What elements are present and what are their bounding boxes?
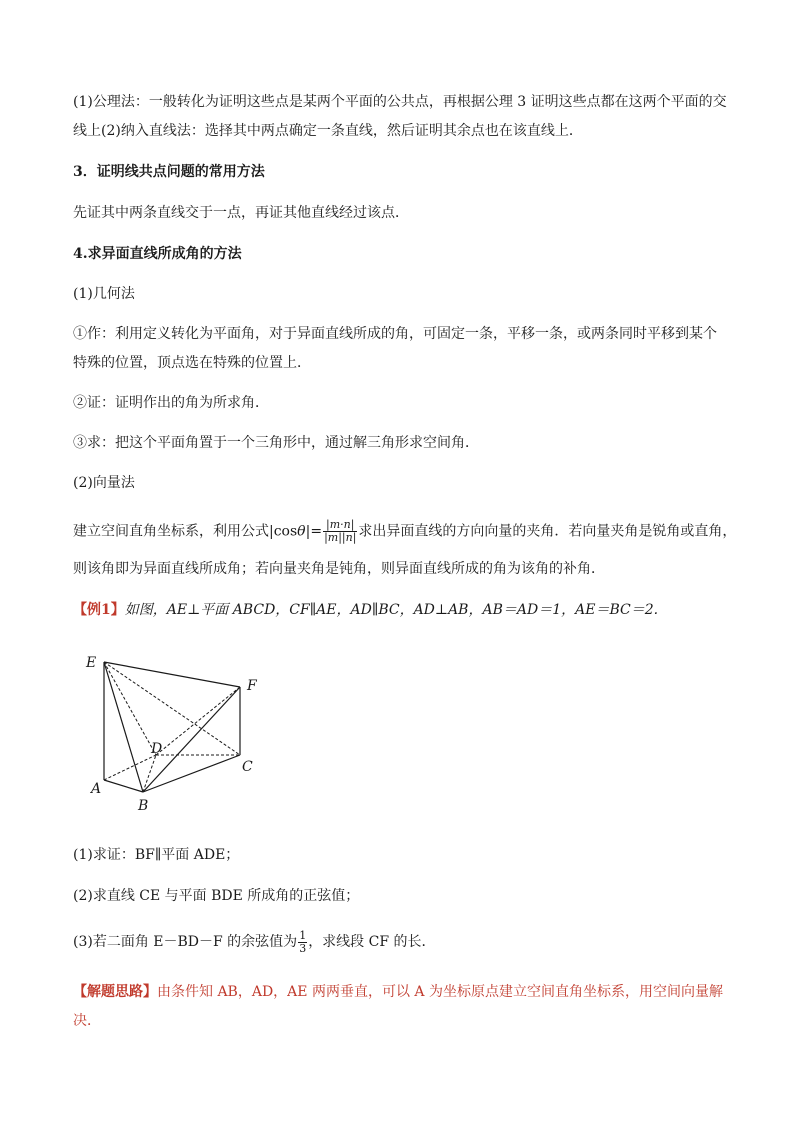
- example-statement: [73, 600, 658, 620]
- question-3: [73, 928, 436, 956]
- section3-body: 先证其中两条直线交于一点，再证其他直线经过该点．: [73, 205, 409, 221]
- vector-line2: 则该角即为异面直线所成角；若向量夹角是钝角，则异面直线所成的角为该角的补角．: [73, 561, 605, 577]
- section3-heading: 3．证明线共点问题的常用方法: [73, 164, 265, 180]
- vector-line1-post: 求出异面直线的方向向量的夹角．若向量夹角是锐角或直角，: [358, 523, 737, 540]
- geometry-figure: [80, 645, 280, 815]
- section4-step2: ②证：证明作出的角为所求角．: [73, 395, 269, 411]
- question-3-denominator: 3: [299, 941, 307, 955]
- label-D: D: [151, 741, 163, 757]
- vector-line1-pre: 建立空间直角坐标系，利用公式|cos: [73, 523, 298, 540]
- edge-BC: [143, 755, 240, 792]
- hint-line1: [73, 982, 723, 1002]
- example-text: 如图，AE⊥平面 ABCD，CF∥AE，AD∥BC，AD⊥AB，AB＝AD＝1，AE＝BC＝2.: [124, 602, 659, 618]
- edge-EF: [104, 662, 240, 687]
- hint-text: 由条件知 AB，AD，AE 两两垂直，可以 A 为坐标原点建立空间直角坐标系，用空间向量解: [157, 984, 723, 1000]
- question-3-fraction: [298, 930, 307, 955]
- label-E: E: [86, 655, 97, 671]
- hint-line2: 决．: [73, 1013, 101, 1029]
- edge-BF: [143, 687, 240, 792]
- question-2: (2)求直线 CE 与平面 BDE 所成角的正弦值；: [73, 888, 360, 904]
- cos-formula-fraction: [323, 519, 357, 544]
- edge-DF: [156, 687, 240, 755]
- edge-ED: [104, 662, 156, 755]
- section4-sub2: (2)向量法: [73, 475, 135, 491]
- question-1: (1)求证：BF∥平面 ADE；: [73, 847, 240, 863]
- section4-step3: ③求：把这个平面角置于一个三角形中，通过解三角形求空间角．: [73, 435, 479, 451]
- section2-line2: 线上(2)纳入直线法：选择其中两点确定一条直线，然后证明其余点也在该直线上．: [73, 123, 583, 139]
- vector-formula-line: [73, 519, 736, 544]
- vector-eq: |=: [305, 523, 323, 540]
- question-3-numerator: 1: [299, 928, 307, 942]
- section4-step1-line2: 特殊的位置，顶点选在特殊的位置上．: [73, 355, 311, 371]
- edge-EB: [104, 662, 143, 792]
- edge-AB: [104, 780, 143, 792]
- cos-formula-denominator: |m||n|: [324, 531, 357, 544]
- section4-heading: 4.求异面直线所成角的方法: [73, 246, 242, 262]
- label-F: F: [247, 678, 257, 694]
- label-A: A: [91, 781, 102, 797]
- hint-label: 【解题思路】: [73, 984, 157, 1000]
- question-3-post: ，求线段 CF 的长．: [308, 934, 436, 950]
- vector-theta: θ: [297, 523, 306, 540]
- cos-formula-numerator: |m·n|: [323, 519, 357, 532]
- label-C: C: [242, 759, 253, 775]
- section4-step1-line1: ①作：利用定义转化为平面角，对于异面直线所成的角，可固定一条，平移一条，或两条同时平移到某个: [73, 326, 717, 342]
- example-label: 【例1】: [73, 602, 125, 618]
- question-3-pre: (3)若二面角 E－BD－F 的余弦值为: [73, 934, 298, 950]
- label-B: B: [138, 798, 149, 814]
- section2-line1: (1)公理法：一般转化为证明这些点是某两个平面的公共点，再根据公理 3 证明这些点都在这两个平面的交: [73, 94, 727, 110]
- section4-sub1: (1)几何法: [73, 286, 135, 302]
